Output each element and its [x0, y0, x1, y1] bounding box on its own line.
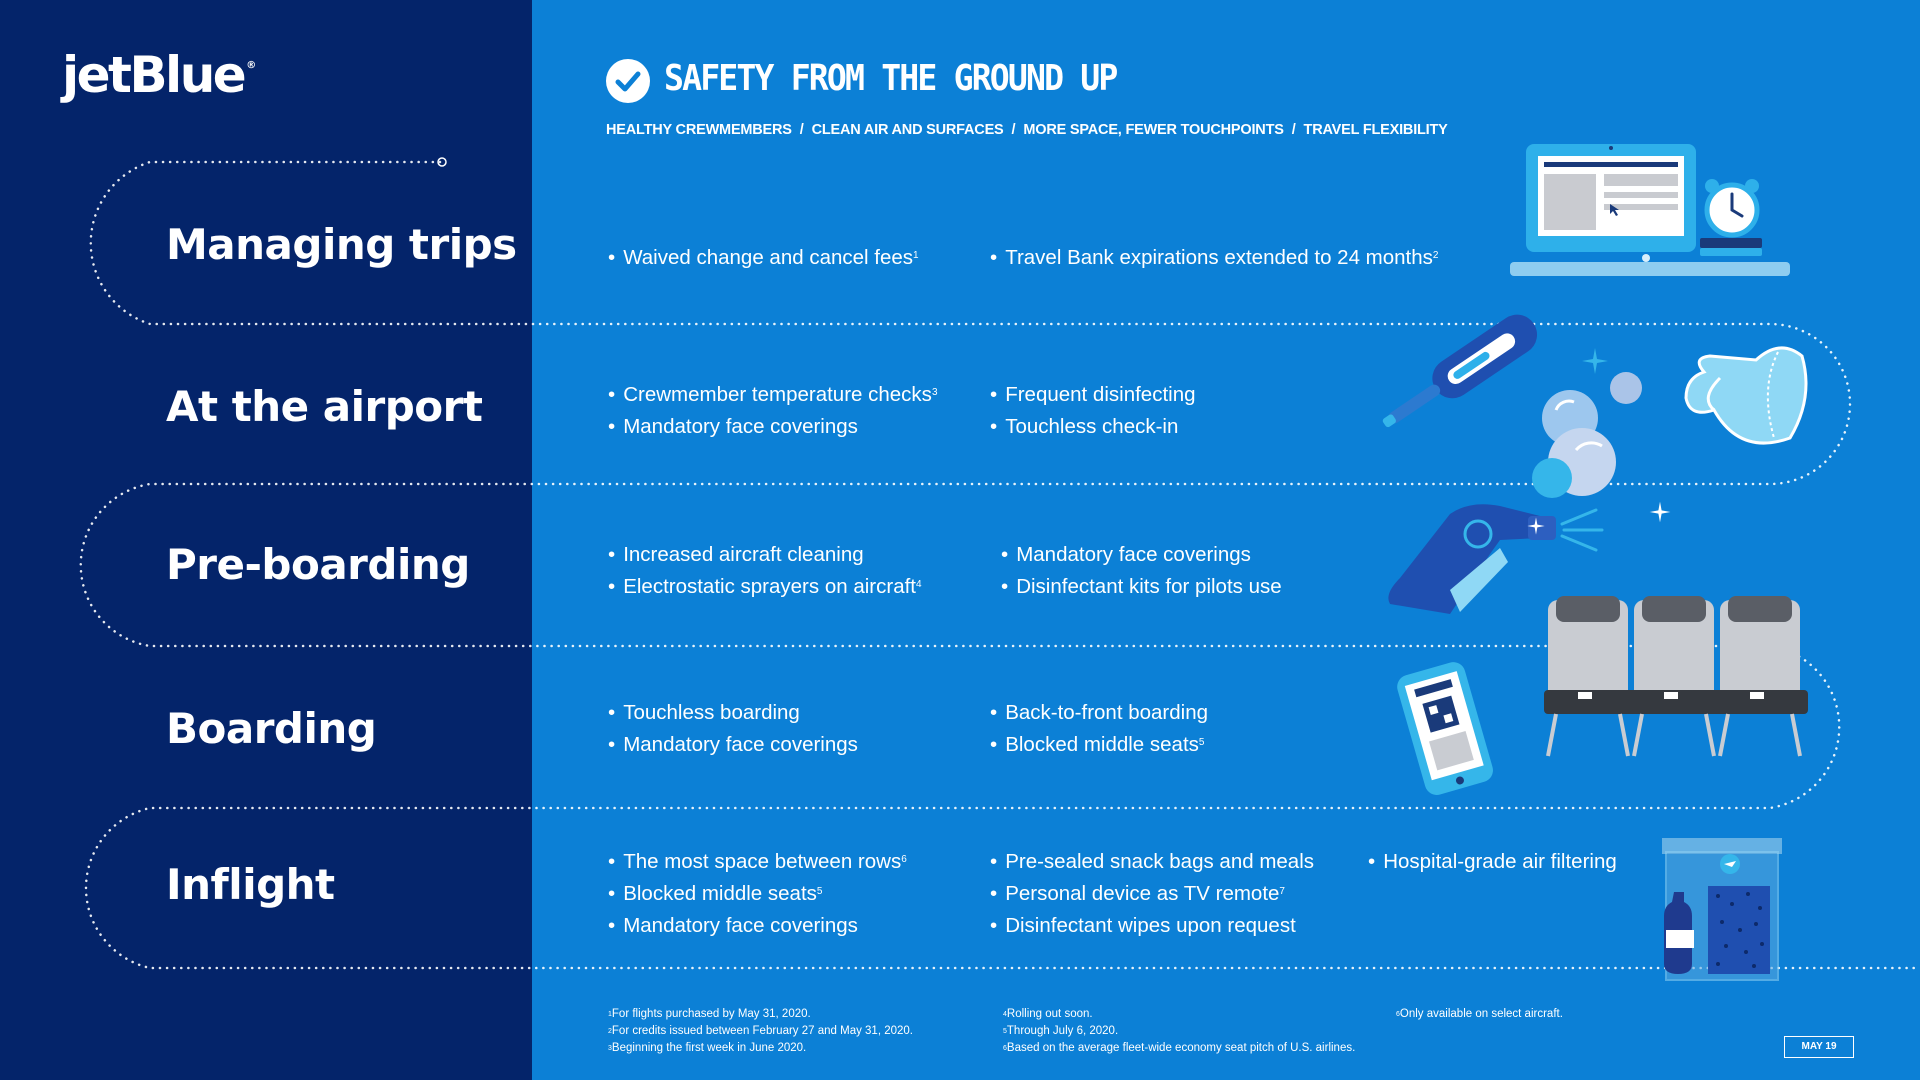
bullet-list	[990, 242, 1438, 274]
footnote	[608, 1006, 913, 1023]
stage-label-boarding: Boarding	[166, 704, 377, 753]
bullet-list	[608, 697, 858, 761]
footnote	[608, 1023, 913, 1040]
bullet-text: Blocked middle seats	[623, 882, 817, 905]
bullet-text: Mandatory face coverings	[1016, 543, 1251, 566]
bullet-text: Increased aircraft cleaning	[623, 543, 864, 566]
pillar-1: HEALTHY CREWMEMBERS	[606, 122, 792, 138]
registered-mark: ®	[246, 60, 257, 71]
stage-label-at-the-airport: At the airport	[166, 382, 483, 431]
bullet-text: Touchless boarding	[623, 701, 800, 724]
bullet-item	[990, 379, 1196, 411]
footnote-ref: 6	[901, 854, 907, 865]
bullet-list	[608, 846, 907, 942]
bullet-list	[1368, 846, 1617, 878]
footnote-number: 6	[1003, 1045, 1007, 1052]
bullet-item	[990, 411, 1196, 443]
alarm-clock-icon	[1698, 176, 1768, 266]
jetblue-logo	[62, 46, 257, 104]
bullet-item	[608, 539, 922, 571]
footnote-ref: 2	[1432, 250, 1439, 261]
footnote-text: Only available on select aircraft.	[1399, 1008, 1563, 1020]
bullet-text: Touchless check-in	[1005, 415, 1179, 438]
bullet-item	[990, 242, 1438, 274]
pillar-separator: /	[1011, 122, 1016, 138]
footnote-ref: 3	[931, 387, 938, 398]
bullet-list	[990, 697, 1208, 761]
footnote-text: Based on the average fleet-wide economy seat pitch of U.S. airlines.	[1006, 1042, 1356, 1054]
bullet-item	[1001, 571, 1282, 603]
footnote-text: Through July 6, 2020.	[1006, 1025, 1119, 1037]
bullet-item	[608, 571, 922, 603]
bullet-list	[990, 379, 1196, 443]
bullet-item	[990, 878, 1314, 910]
footnote-ref: 4	[915, 579, 922, 590]
pillar-separator: /	[1291, 122, 1296, 138]
bullet-text: The most space between rows	[623, 850, 902, 873]
footnote-text: Beginning the first week in June 2020.	[611, 1042, 807, 1054]
footnote-column	[1003, 1006, 1355, 1057]
bullet-item	[608, 411, 938, 443]
seats-icon	[1542, 592, 1812, 762]
bullet-item	[1001, 539, 1282, 571]
bullet-text: Back-to-front boarding	[1005, 701, 1209, 724]
footnote-number: 5	[1003, 1028, 1007, 1035]
bullet-item	[990, 697, 1208, 729]
footnote-ref: 5	[816, 886, 823, 897]
bullet-item	[608, 697, 858, 729]
pillar-separator: /	[799, 122, 804, 138]
page-title: SAFETY FROM THE GROUND UP	[664, 58, 1117, 99]
footnote	[1003, 1023, 1355, 1040]
bullet-list	[608, 539, 922, 603]
pillar-2: CLEAN AIR AND SURFACES	[811, 122, 1004, 138]
footnote-ref: 7	[1279, 886, 1285, 897]
snack-bag-icon	[1656, 834, 1788, 984]
footnote-number: 6	[1396, 1011, 1400, 1018]
sparkle-icon	[1580, 346, 1610, 376]
footnote	[1396, 1006, 1563, 1023]
footnote-column	[608, 1006, 913, 1057]
bullet-list	[608, 242, 919, 274]
bullet-text: Frequent disinfecting	[1005, 383, 1196, 406]
face-mask-icon	[1680, 338, 1820, 458]
stage-label-pre-boarding: Pre-boarding	[166, 540, 470, 589]
bullet-item	[990, 846, 1314, 878]
footnote-number: 3	[608, 1045, 612, 1052]
stage-label-managing-trips: Managing trips	[166, 220, 517, 269]
bullet-text: Disinfectant kits for pilots use	[1016, 575, 1282, 598]
bullet-item	[608, 242, 919, 274]
bullet-text: Mandatory face coverings	[623, 733, 858, 756]
footnote	[608, 1040, 913, 1057]
bullet-item	[608, 846, 907, 878]
bullet-text: Hospital-grade air filtering	[1383, 850, 1617, 873]
pillar-3: MORE SPACE, FEWER TOUCHPOINTS	[1023, 122, 1284, 138]
sparkle-icon	[1648, 500, 1672, 524]
bullet-text: Crewmember temperature checks	[623, 383, 932, 406]
footnote-text: For flights purchased by May 31, 2020.	[611, 1008, 811, 1020]
bullet-list	[608, 379, 938, 443]
logo-text: jetBlue	[62, 46, 245, 104]
check-icon	[606, 59, 650, 103]
footnote	[1003, 1040, 1355, 1057]
bullet-list	[1001, 539, 1282, 603]
bullet-text: Personal device as TV remote	[1005, 882, 1280, 905]
bullet-item	[608, 729, 858, 761]
bullet-item	[608, 379, 938, 411]
footnote-number: 1	[608, 1011, 612, 1018]
bullet-text: Electrostatic sprayers on aircraft	[623, 575, 916, 598]
pillars-subtitle	[606, 122, 1448, 138]
footnote-ref: 5	[1198, 737, 1205, 748]
footnote-text: Rolling out soon.	[1006, 1008, 1093, 1020]
footnote-number: 4	[1003, 1011, 1007, 1018]
footnote-ref: 1	[913, 250, 919, 261]
bullet-item	[990, 729, 1208, 761]
footnote-number: 2	[608, 1028, 612, 1035]
bullet-text: Mandatory face coverings	[623, 415, 858, 438]
bullet-text: Blocked middle seats	[1005, 733, 1199, 756]
sparkle-icon	[1526, 516, 1546, 536]
bullet-text: Waived change and cancel fees	[623, 246, 914, 269]
bullet-item	[1368, 846, 1617, 878]
date-badge: MAY 19	[1784, 1036, 1854, 1058]
bullet-text: Disinfectant wipes upon request	[1005, 914, 1296, 937]
bullet-text: Travel Bank expirations extended to 24 months	[1005, 246, 1433, 269]
bullet-item	[990, 910, 1314, 942]
phone-boarding-pass-icon	[1392, 660, 1502, 796]
stage-label-inflight: Inflight	[166, 860, 335, 909]
footnote	[1003, 1006, 1355, 1023]
bullet-text: Pre-sealed snack bags and meals	[1005, 850, 1314, 873]
footnote-column	[1396, 1006, 1563, 1023]
bullet-item	[608, 878, 907, 910]
bullet-item	[608, 910, 907, 942]
bullet-text: Mandatory face coverings	[623, 914, 858, 937]
footnote-text: For credits issued between February 27 and May 31, 2020.	[611, 1025, 913, 1037]
pillar-4: TRAVEL FLEXIBILITY	[1303, 122, 1448, 138]
bullet-list	[990, 846, 1314, 942]
